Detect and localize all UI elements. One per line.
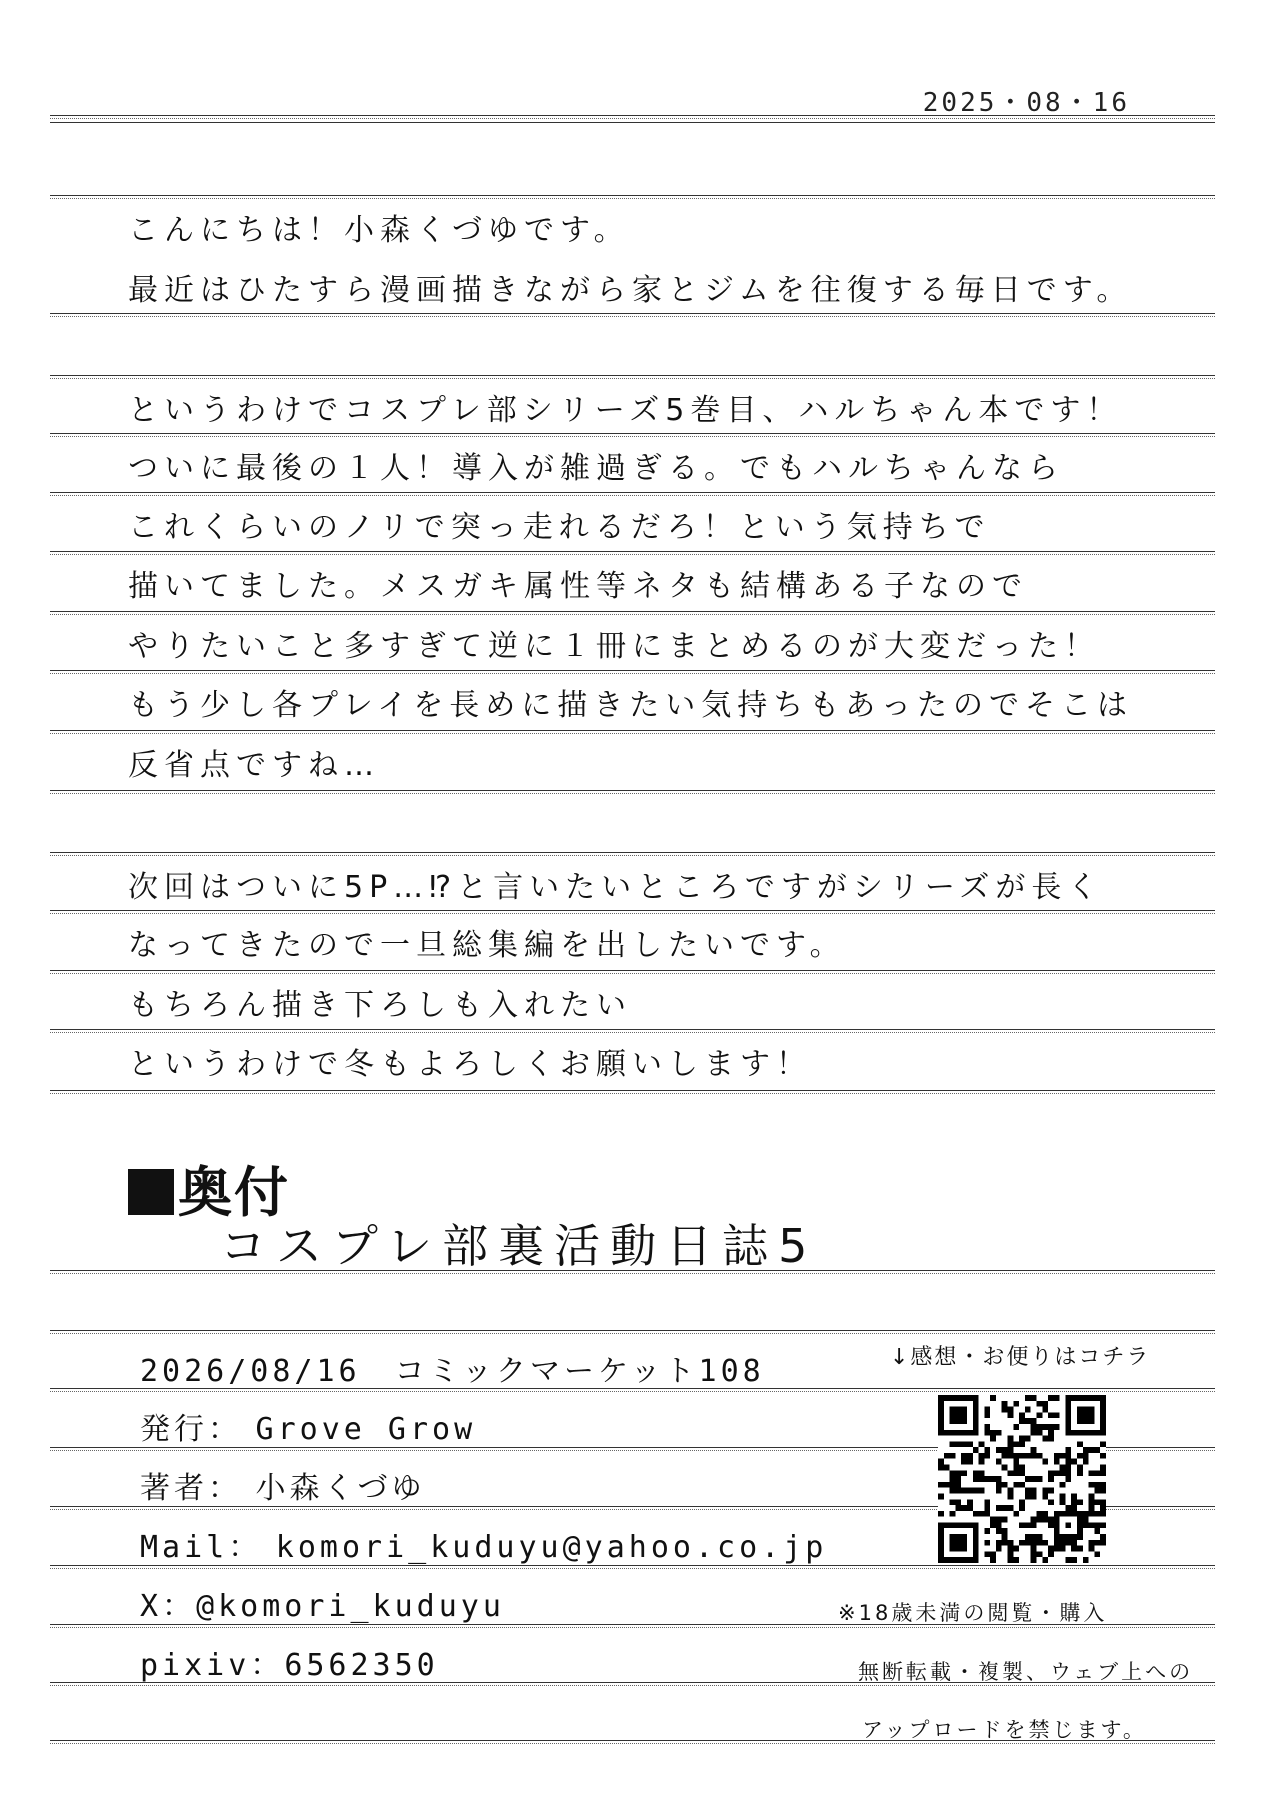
publisher-name: Grove Grow bbox=[255, 1412, 477, 1447]
afterword-line: 次回はついに5P…⁉と言いたいところですがシリーズが長く bbox=[128, 870, 1104, 905]
page-date: 2025・08・16 bbox=[922, 88, 1130, 118]
event-line bbox=[140, 1346, 765, 1390]
publisher-line bbox=[140, 1404, 476, 1448]
ruled-line bbox=[50, 375, 1215, 376]
ruled-line bbox=[50, 1330, 1215, 1331]
colophon-heading-text: 奥付 bbox=[178, 1161, 290, 1224]
afterword-line: やりたいこと多すぎて逆に１冊にまとめるのが大変だった！ bbox=[128, 629, 1100, 664]
ruled-line bbox=[50, 910, 1215, 911]
ruled-line bbox=[50, 1090, 1215, 1091]
ruled-line bbox=[50, 1029, 1215, 1030]
mail-address[interactable]: komori_kuduyu@yahoo.co.jp bbox=[275, 1530, 828, 1565]
ruled-line bbox=[50, 551, 1215, 552]
upload-notice: アップロードを禁じます。 bbox=[862, 1718, 1147, 1742]
afterword-line: 最近はひたすら漫画描きながら家とジムを往復する毎日です。 bbox=[128, 273, 1133, 308]
ruled-line bbox=[50, 611, 1215, 612]
header-rule bbox=[50, 115, 1215, 116]
ruled-line bbox=[50, 730, 1215, 731]
afterword-line: というわけで冬もよろしくお願いします！ bbox=[128, 1047, 812, 1082]
mail-line bbox=[140, 1522, 827, 1566]
afterword-line: 反省点ですね… bbox=[128, 748, 380, 783]
author-name: 小森くづゆ bbox=[255, 1471, 426, 1506]
x-line bbox=[140, 1581, 505, 1625]
ruled-line bbox=[50, 433, 1215, 434]
ruled-line bbox=[50, 313, 1215, 314]
pixiv-line bbox=[140, 1640, 439, 1684]
afterword-line: こんにちは！小森くづゆです。 bbox=[128, 213, 630, 248]
pixiv-label: pixiv： bbox=[140, 1648, 285, 1683]
event-text: 2026/08/16 コミックマーケット108 bbox=[140, 1354, 765, 1389]
x-handle[interactable]: @komori_kuduyu bbox=[196, 1589, 505, 1624]
book-title: コスプレ部裏活動日誌5 bbox=[220, 1219, 818, 1273]
afterword-line: ついに最後の１人！導入が雑過ぎる。でもハルちゃんなら bbox=[128, 451, 1064, 486]
mail-label: Mail： bbox=[140, 1530, 263, 1565]
pixiv-id[interactable]: 6562350 bbox=[284, 1648, 439, 1683]
qr-code-icon[interactable] bbox=[938, 1395, 1106, 1563]
afterword-line: もちろん描き下ろしも入れたい bbox=[128, 988, 632, 1023]
afterword-line: なってきたので一旦総集編を出したいです。 bbox=[128, 928, 846, 963]
square-bullet-icon bbox=[128, 1169, 174, 1215]
x-label: X： bbox=[140, 1589, 197, 1624]
ruled-line bbox=[50, 195, 1215, 196]
afterword-line: もう少し各プレイを長めに描きたい気持ちもあったのでそこは bbox=[128, 688, 1133, 723]
author-line bbox=[140, 1463, 426, 1507]
publisher-label: 発行： bbox=[140, 1412, 242, 1447]
afterword-line: というわけでコスプレ部シリーズ5巻目、ハルちゃん本です！ bbox=[128, 393, 1123, 428]
ruled-line bbox=[50, 852, 1215, 853]
ruled-line bbox=[50, 970, 1215, 971]
afterword-line: 描いてました。メスガキ属性等ネタも結構ある子なので bbox=[128, 569, 1028, 604]
ruled-line bbox=[50, 790, 1215, 791]
afterword-line: これくらいのノリで突っ走れるだろ！という気持ちで bbox=[128, 510, 991, 545]
author-label: 著者： bbox=[140, 1471, 242, 1506]
ruled-line bbox=[50, 670, 1215, 671]
qr-caption: ↓感想・お便りはコチラ bbox=[890, 1345, 1151, 1370]
copy-notice: 無断転載・複製、ウェブ上への bbox=[858, 1660, 1194, 1684]
age-notice: ※18歳未満の閲覧・購入 bbox=[838, 1601, 1108, 1625]
ruled-line bbox=[50, 492, 1215, 493]
